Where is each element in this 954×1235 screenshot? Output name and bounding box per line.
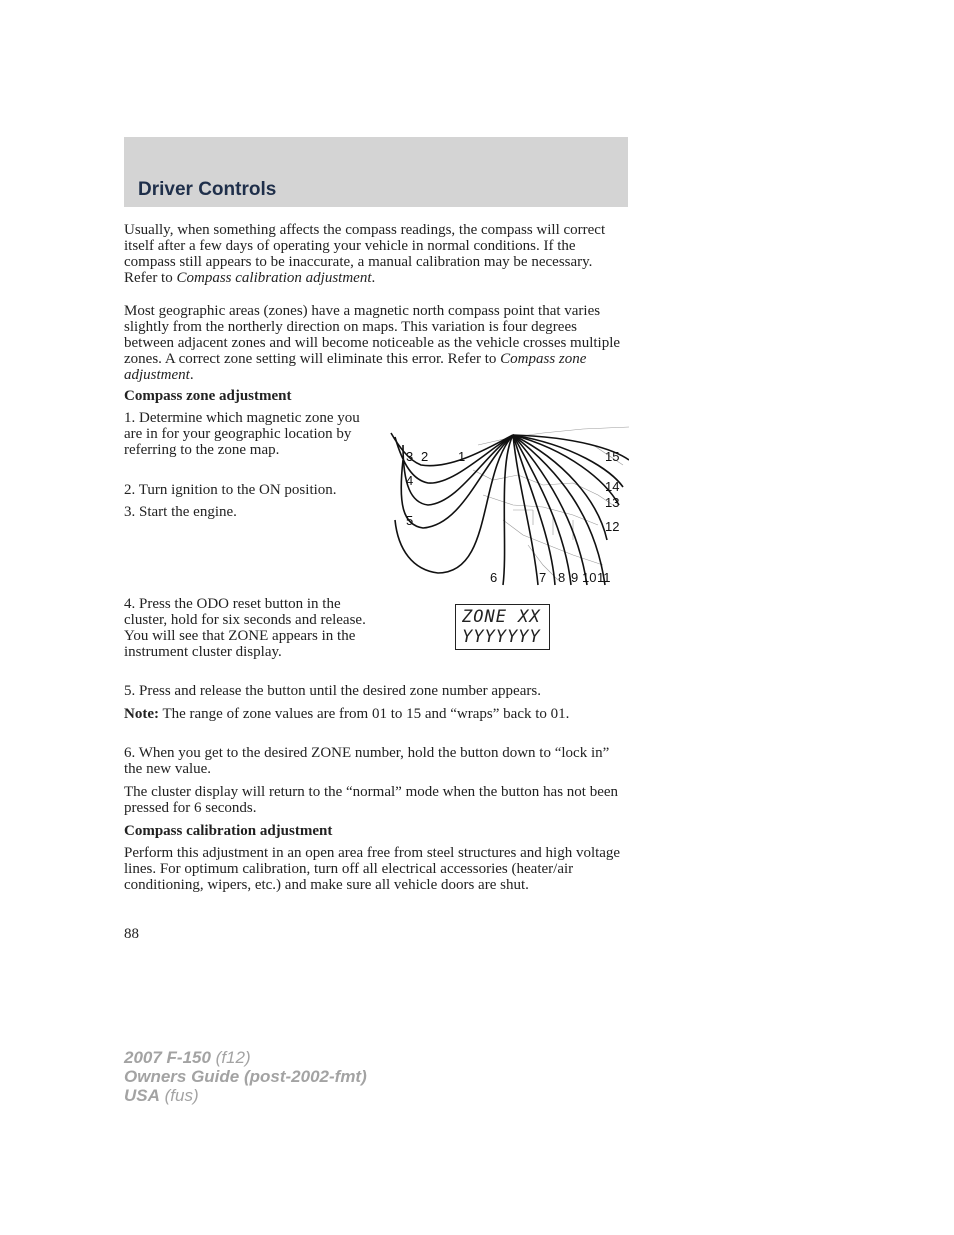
- zone-label-1: 1: [458, 449, 466, 464]
- zone-label-10: 10: [582, 570, 597, 585]
- zone-label-12: 12: [605, 519, 620, 534]
- zone-label-6: 6: [490, 570, 498, 585]
- cluster-display: [455, 604, 550, 650]
- compass-zone-ref: Compass zone adjustment: [124, 351, 587, 383]
- paragraph-return-normal: The cluster display will return to the “normal” mode when the button has not been pressed for 6 seconds.: [124, 784, 619, 816]
- lcd-value-line: YYYYYYY: [462, 627, 541, 647]
- step-3: 3. Start the engine.: [124, 504, 237, 520]
- paragraph-compass-correction: Usually, when something affects the compass readings, the compass will correct itself after a few days of operating your vehicle in normal conditions. If the compass still appears to be inaccurate, a manual calibration may be necessary. Refer to Compass calibration adjustment.: [124, 222, 606, 286]
- step-1: 1. Determine which magnetic zone you are in for your geographic location by referring to the zone map.: [124, 410, 360, 458]
- zone-label-4: 4: [406, 473, 414, 488]
- zone-label-13: 13: [605, 495, 620, 510]
- paragraph-calibration: Perform this adjustment in an open area free from steel structures and high voltage lines. For optimum calibration, turn off all electrical accessories (heater/air conditioning, wipers, etc.) and make sure all vehicle doors are shut.: [124, 845, 621, 893]
- zone-label-15: 15: [605, 449, 620, 464]
- section-title: Driver Controls: [138, 179, 277, 200]
- page-number: 88: [124, 926, 139, 942]
- step-4: 4. Press the ODO reset button in the cluster, hold for six seconds and release. You will see that ZONE appears in the instrument cluster display.: [124, 596, 366, 660]
- note-label: Note:: [124, 706, 159, 722]
- zone-label-5: 5: [406, 513, 414, 528]
- zone-label-11: 11: [597, 570, 611, 585]
- step-2: 2. Turn ignition to the ON position.: [124, 482, 337, 498]
- section-header: [124, 137, 628, 207]
- footer-guide-line: Owners Guide (post-2002-fmt): [124, 1067, 367, 1086]
- footer-model-line: 2007 F-150 (f12): [124, 1048, 251, 1067]
- zone-label-3: 3: [406, 449, 414, 464]
- note: Note: The range of zone values are from 01 to 15 and “wraps” back to 01.: [124, 706, 570, 722]
- footer-market-line: USA (fus): [124, 1086, 199, 1105]
- heading-compass-zone: Compass zone adjustment: [124, 388, 292, 404]
- zone-map: [383, 425, 629, 587]
- zone-label-8: 8: [558, 570, 566, 585]
- heading-compass-calibration: Compass calibration adjustment: [124, 823, 333, 839]
- lcd-zone-line: ZONE XX: [462, 607, 541, 627]
- zone-label-14: 14: [605, 479, 620, 494]
- zone-label-9: 9: [571, 570, 579, 585]
- step-6: 6. When you get to the desired ZONE number, hold the button down to “lock in” the new value.: [124, 745, 610, 777]
- paragraph-zones: Most geographic areas (zones) have a magnetic north compass point that varies slightly from the northerly direction on maps. This variation is four degrees between adjacent zones and will become noticeable as the vehicle crosses multiple zones. A correct zone setting will eliminate this error. Refer to Compass zone adjustment.: [124, 303, 621, 383]
- compass-calibration-ref: Compass calibration adjustment: [176, 270, 372, 286]
- footer: [124, 1048, 367, 1105]
- step-5: 5. Press and release the button until the desired zone number appears.: [124, 683, 541, 699]
- zone-label-7: 7: [539, 570, 547, 585]
- zone-label-2: 2: [421, 449, 429, 464]
